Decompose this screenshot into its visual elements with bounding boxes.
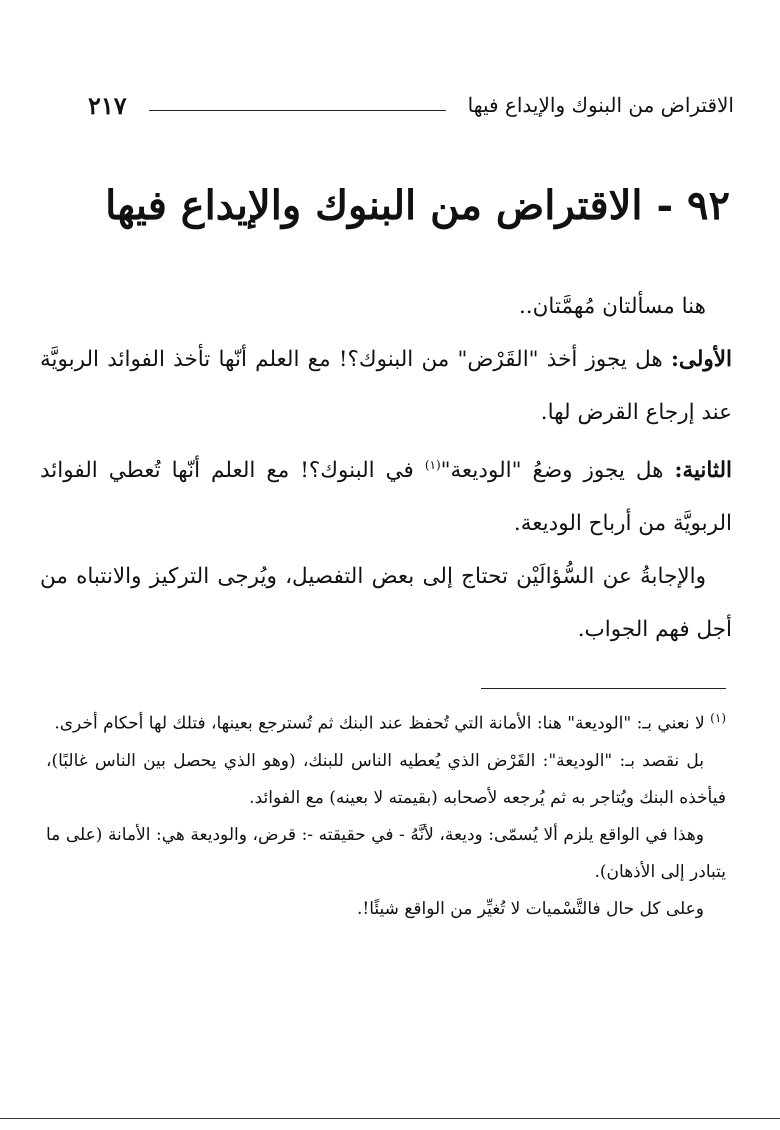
footnote-marker: (١) [710, 711, 726, 725]
page-number: ٢١٧ [88, 90, 127, 120]
question-one-text: هل يجوز أخذ "القَرْض" من البنوك؟! مع العلم أنّها تأخذ الفوائد الربويَّة عند إرجاع القرض لها. [40, 347, 732, 425]
intro-paragraph: هنا مسألتان مُهمَّتان.. [518, 294, 706, 319]
running-header [88, 88, 734, 122]
chapter-title: الاقتراض من البنوك والإيداع فيها [105, 182, 643, 229]
footnote-1-second: بل نقصد بـ: "الوديعة": القَرْض الذي يُعطيه الناس للبنك، (وهو الذي يحصل بين الناس غالبًا)، فيأخذه البنك ويُتاجر به ثم يُرجعه لأصحابه (بقيمته لا بعينه) مع الفوائد. [46, 750, 726, 808]
question-two-term: الثانية: [674, 458, 732, 484]
footnote-1-first [46, 700, 726, 743]
footnote-1-text: لا نعني بـ: "الوديعة" هنا: الأمانة التي تُحفظ عند البنك ثم تُسترجع بعينها، فتلك لها أحكام أخرى. [54, 713, 705, 734]
question-two-text-a: هل يجوز وضعُ "الوديعة" [440, 458, 664, 484]
chapter-heading [40, 182, 730, 229]
closing-paragraph: والإجابةُ عن السُّؤالَيْن تحتاج إلى بعض التفصيل، ويُرجى التركيز والانتباه من أجل فهم الجواب. [40, 564, 732, 643]
footnote-1-third: وهذا في الواقع يلزم ألا يُسمّى: وديعة، لأنَّهُ - في حقيقته -: قرض، والوديعة هي: الأمانة (على ما يتبادر إلى الأذهان). [46, 824, 726, 882]
footnote-separator [481, 688, 726, 689]
bottom-page-edge [0, 1118, 780, 1119]
chapter-number: ٩٢ [687, 182, 730, 229]
running-header-title: الاقتراض من البنوك والإيداع فيها [467, 93, 734, 117]
footnote-reference[interactable]: (١) [424, 458, 441, 472]
question-two-text-b: في البنوك؟! مع العلم أنّها تُعطي الفوائد الربويَّة من أرباح الوديعة. [40, 458, 732, 537]
question-one-term: الأولى: [670, 347, 732, 372]
header-rule [149, 110, 446, 111]
body-text [40, 280, 732, 656]
footnotes [46, 700, 726, 928]
question-two-paragraph [40, 439, 732, 550]
question-one-paragraph [40, 333, 732, 439]
chapter-dash: - [656, 182, 674, 229]
footnote-1-fourth: وعلى كل حال فالتَّسْميات لا تُغيِّر من الواقع شيئًا!. [357, 898, 704, 919]
